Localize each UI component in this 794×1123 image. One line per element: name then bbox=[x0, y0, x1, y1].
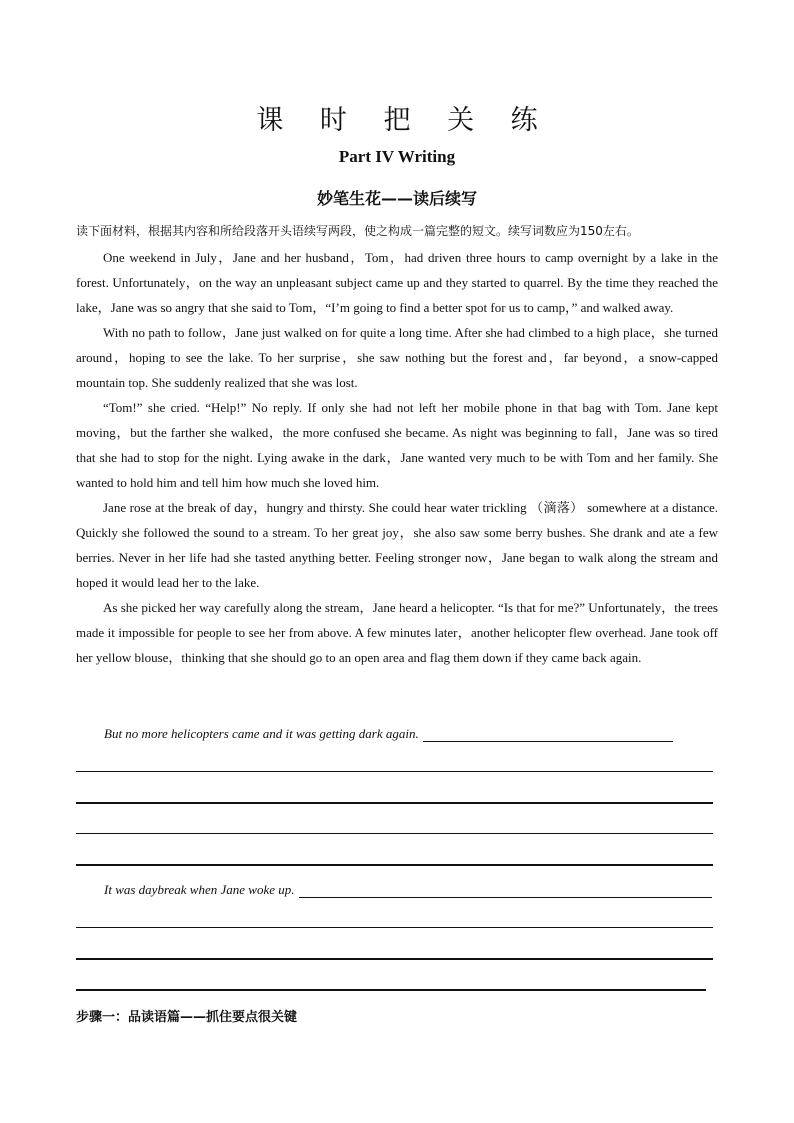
task-instructions: 读下面材料，根据其内容和所给段落开头语续写两段，使之构成一篇完整的短文。续写词数应为150左右。 bbox=[76, 224, 639, 238]
prompt-1-text: But no more helicopters came and it was getting dark again. bbox=[104, 726, 419, 741]
passage-paragraph: One weekend in July，Jane and her husband，Tom，had driven three hours to camp overnight by a lake in the forest. Unfortunately，on the way an unpleasant subject came up and they started to quarrel. By the time they reached the lake，Jane was so angry that she said to Tom，“I’m going to find a better spot for us to camp，” and walked away. bbox=[76, 250, 718, 315]
continuation-prompt-1 bbox=[104, 722, 718, 742]
section-title: 妙笔生花——读后续写 bbox=[316, 189, 477, 208]
writing-line[interactable] bbox=[76, 771, 713, 772]
answer-blank-1[interactable] bbox=[423, 727, 673, 742]
step-heading: 步骤一：品读语篇——抓住要点很关键 bbox=[76, 1010, 298, 1025]
answer-blank-2[interactable] bbox=[299, 883, 713, 898]
part-title: Part IV Writing bbox=[338, 147, 456, 166]
page-title: 课 时 把 关 练 bbox=[256, 105, 552, 136]
writing-line[interactable] bbox=[76, 833, 713, 834]
writing-line[interactable] bbox=[76, 802, 713, 804]
passage-paragraph: With no path to follow，Jane just walked on for quite a long time. After she had climbed to a high place，she turned around，hoping to see the lake. To her surprise，she saw nothing but the forest and，far beyond，a snow-capped mountain top. She suddenly realized that she was lost. bbox=[76, 325, 718, 390]
writing-line[interactable] bbox=[76, 958, 713, 960]
passage-paragraph: “Tom!” she cried. “Help!” No reply. If only she had not left her mobile phone in that bag with Tom. Jane kept moving，but the farther she walked，the more confused she became. As night was beginning to fall，Jane was so tired that she had to stop for the night. Lying awake in the dark，Jane wanted very much to be with Tom and her family. She wanted to hold him and tell him how much she loved him. bbox=[76, 400, 718, 490]
writing-line[interactable] bbox=[76, 864, 713, 866]
prompt-2-text: It was daybreak when Jane woke up. bbox=[104, 882, 295, 897]
writing-line[interactable] bbox=[76, 989, 706, 991]
passage-paragraph: Jane rose at the break of day，hungry and thirsty. She could hear water trickling （滴落） somewhere at a distance. Quickly she followed the sound to a stream. To her great joy，she also saw some berry bushes. She drank and ate a few berries. Never in her life had she tasted anything better. Feeling stronger now，Jane began to walk along the stream and hoped it would lead her to the lake. bbox=[76, 500, 718, 590]
passage-paragraph: As she picked her way carefully along the stream，Jane heard a helicopter. “Is that for me?” Unfortunately，the trees made it impossible for people to see her from above. A few minutes later，another helicopter flew overhead. Jane took off her yellow blouse，thinking that she should go to an open area and flag them down if they came back again. bbox=[76, 600, 718, 665]
reading-passage bbox=[76, 245, 718, 670]
writing-line[interactable] bbox=[76, 927, 713, 928]
continuation-prompt-2 bbox=[104, 878, 712, 898]
